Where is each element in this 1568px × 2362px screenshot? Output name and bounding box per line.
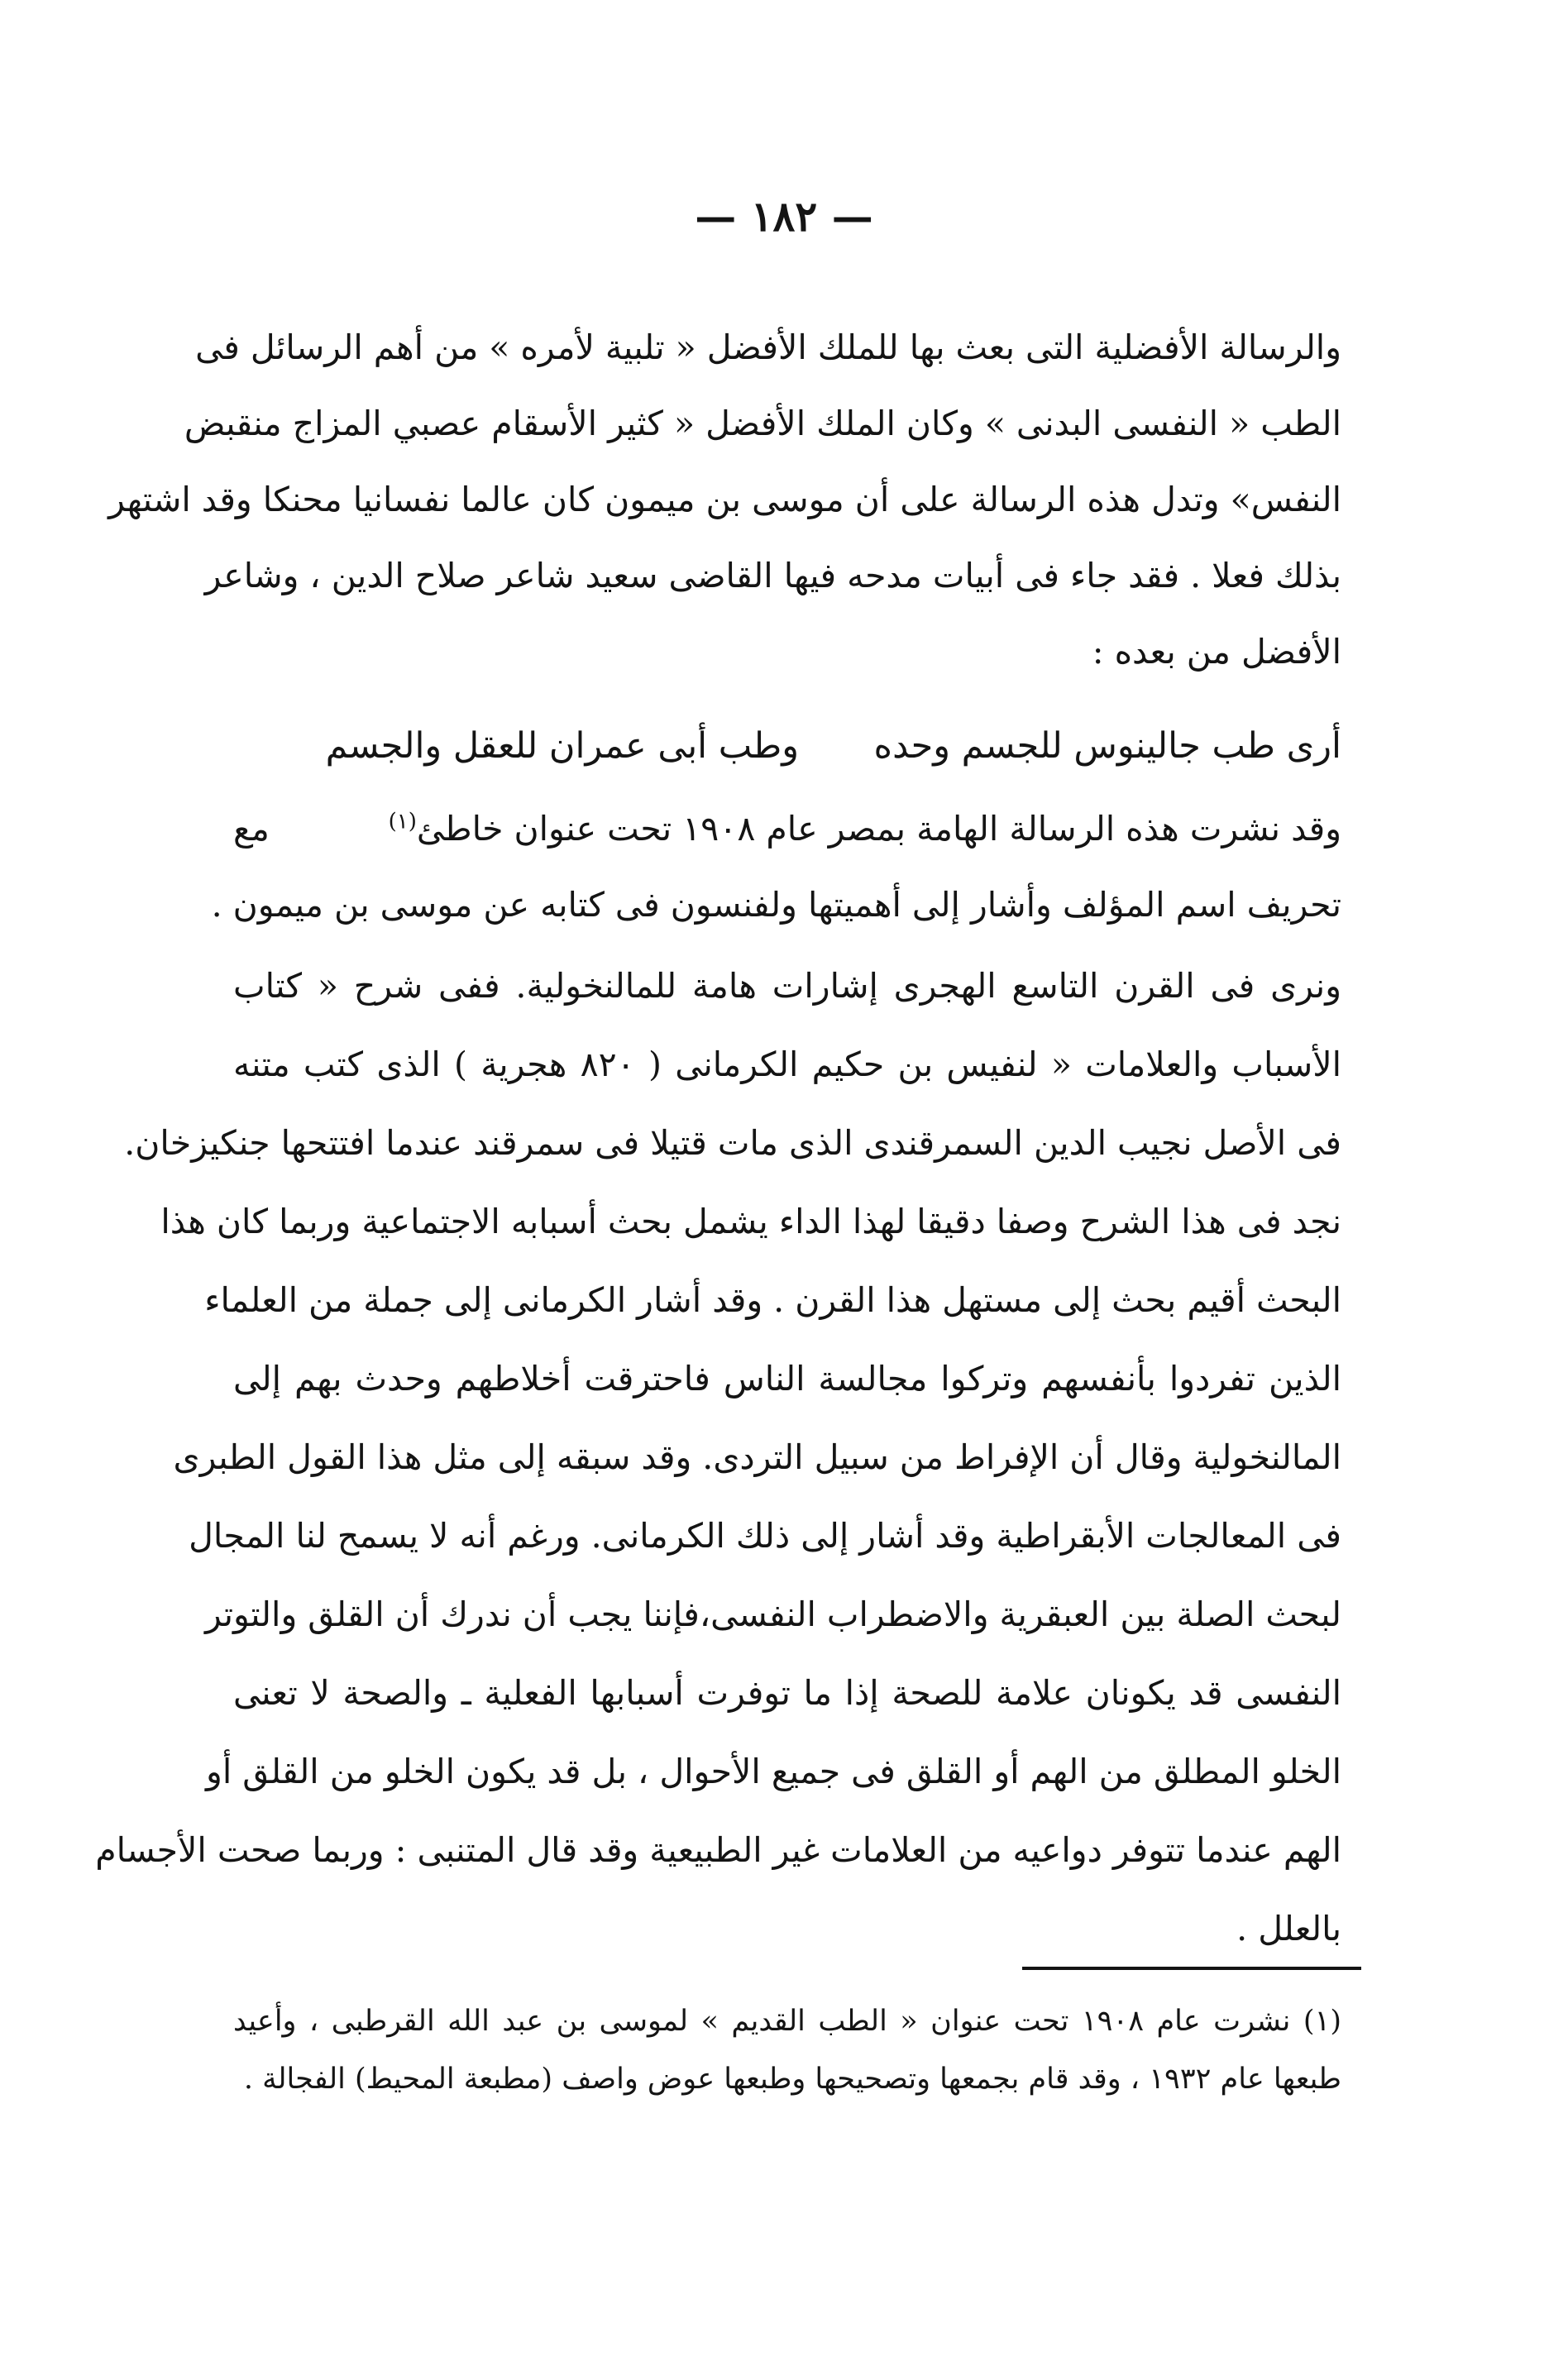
body-line-13: الذين تفردوا بأنفسهم وتركوا مجالسة الناس فاحترقت أخلاطهم وحدث بهم إلى xyxy=(233,1359,1341,1399)
body-line-16: لبحث الصلة بين العبقرية والاضطراب النفسى،فإننا يجب أن ندرك أن القلق والتوتر xyxy=(204,1595,1341,1634)
body-line-18: الخلو المطلق من الهم أو القلق فى جميع الأحوال ، بل قد يكون الخلو من القلق أو xyxy=(206,1752,1341,1791)
body-line-6-text: وقد نشرت هذه الرسالة الهامة بمصر عام ١٩٠٨ تحت عنوان خاطئ xyxy=(416,809,1341,849)
footnote-separator xyxy=(1022,1967,1361,1970)
body-line-9: الأسباب والعلامات « لنفيس بن حكيم الكرمانى ( ٨٢٠ هجرية ) الذى كتب متنه xyxy=(233,1045,1342,1084)
body-line-20: بالعلل . xyxy=(1236,1909,1341,1948)
body-line-3: النفس» وتدل هذه الرسالة على أن موسى بن ميمون كان عالما نفسانيا محنكا وقد اشتهر xyxy=(108,480,1341,519)
body-line-14: المالنخولية وقال أن الإفراط من سبيل التردى. وقد سبقه إلى مثل هذا القول الطبرى xyxy=(173,1437,1341,1477)
footnote-reference: (١) xyxy=(388,809,417,834)
body-line-15: فى المعالجات الأبقراطية وقد أشار إلى ذلك الكرمانى. ورغم أنه لا يسمح لنا المجال xyxy=(189,1516,1341,1556)
body-line-5: الأفضل من بعده : xyxy=(1092,632,1341,672)
body-line-12: البحث أقيم بحث إلى مستهل هذا القرن . وقد أشار الكرمانى إلى جملة من العلماء xyxy=(204,1280,1341,1320)
body-line-6-tail: مع xyxy=(233,809,270,849)
footnote-line-2: طبعها عام ١٩٣٢ ، وقد قام بجمعها وتصحيحها وطبعها عوض واصف (مطبعة المحيط) الفجالة . xyxy=(243,2063,1341,2096)
body-line-8: ونرى فى القرن التاسع الهجرى إشارات هامة للمالنخولية. ففى شرح « كتاب xyxy=(233,966,1341,1006)
page-number: — ١٨٢ — xyxy=(695,192,873,241)
body-line-6 xyxy=(233,794,1341,863)
body-line-4: بذلك فعلا . فقد جاء فى أبيات مدحه فيها القاضى سعيد شاعر صلاح الدين ، وشاعر xyxy=(204,556,1341,595)
verse-second-hemistich: وطب أبى عمران للعقل والجسم xyxy=(325,725,799,767)
body-line-11: نجد فى هذا الشرح وصفا دقيقا لهذا الداء يشمل بحث أسبابه الاجتماعية وربما كان هذا xyxy=(160,1202,1341,1241)
body-line-7: تحريف اسم المؤلف وأشار إلى أهميتها ولفنسون فى كتابه عن موسى بن ميمون . xyxy=(211,885,1341,925)
verse-first-hemistich: أرى طب جالينوس للجسم وحده xyxy=(873,725,1341,767)
body-line-10: فى الأصل نجيب الدين السمرقندى الذى مات قتيلا فى سمرقند عندما افتتحها جنكيزخان. xyxy=(124,1123,1341,1163)
footnote-line-1: (١) نشرت عام ١٩٠٨ تحت عنوان « الطب القديم » لموسى بن عبد الله القرطبى ، وأعيد xyxy=(233,2005,1341,2038)
body-line-17: النفسى قد يكونان علامة للصحة إذا ما توفرت أسبابها الفعلية ـ والصحة لا تعنى xyxy=(233,1673,1341,1713)
body-line-19: الهم عندما تتوفر دواعيه من العلامات غير الطبيعية وقد قال المتنبى : وربما صحت الأجسام xyxy=(95,1830,1341,1870)
body-line-1: والرسالة الأفضلية التى بعث بها للملك الأفضل « تلبية لأمره » من أهم الرسائل فى xyxy=(195,328,1341,367)
body-line-2: الطب « النفسى البدنى » وكان الملك الأفضل « كثير الأسقام عصبي المزاج منقبض xyxy=(184,404,1341,443)
